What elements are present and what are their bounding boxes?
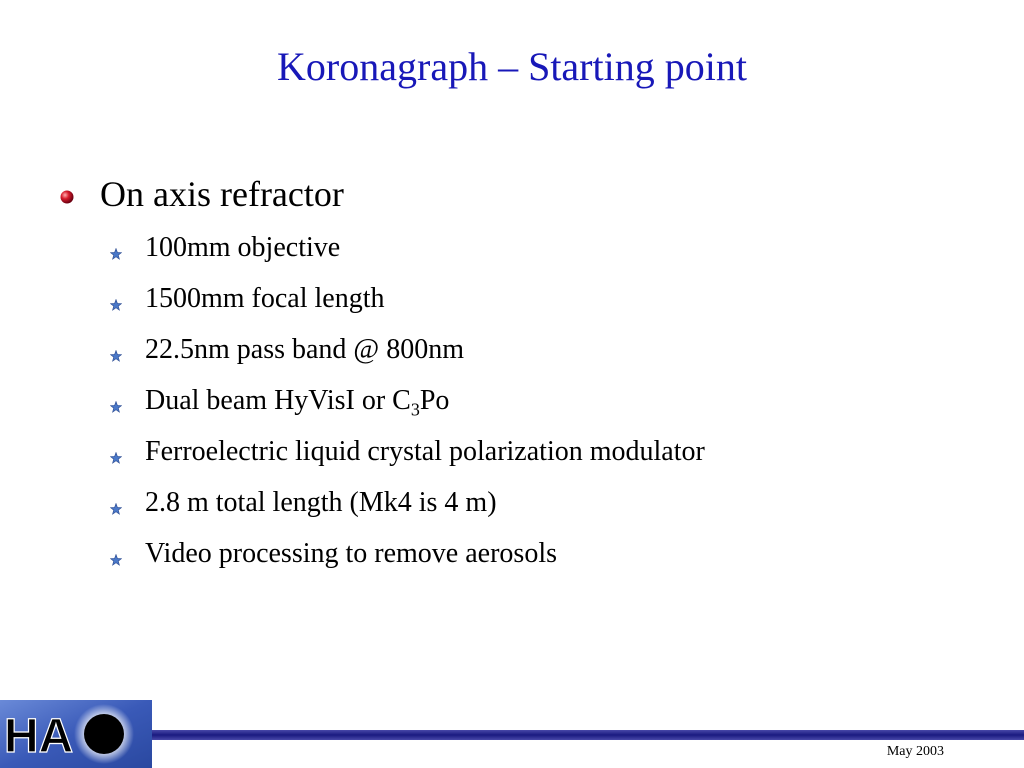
sub-bullet-text: 2.8 m total length (Mk4 is 4 m)	[145, 487, 497, 518]
logo-text: HA	[4, 710, 74, 763]
star-bullet-icon	[110, 452, 122, 464]
sub-bullet-text: 1500mm focal length	[145, 283, 385, 314]
sub-bullet-list	[110, 226, 705, 583]
star-bullet-icon	[110, 554, 122, 566]
star-bullet-icon	[110, 401, 122, 413]
sub-bullet-text-before: Dual beam HyVisI or C	[145, 385, 411, 416]
red-sphere-bullet-icon	[60, 190, 74, 204]
sub-bullet-text	[145, 379, 449, 423]
star-bullet-icon	[110, 248, 122, 260]
star-bullet-icon	[110, 350, 122, 362]
sub-bullet-text: 100mm objective	[145, 232, 341, 263]
subscript: 3	[410, 399, 420, 420]
star-bullet-icon	[110, 299, 122, 311]
footer-date: May 2003	[886, 744, 944, 759]
sub-bullet-item	[110, 226, 705, 277]
sub-bullet-text: 22.5nm pass band @ 800nm	[145, 334, 464, 365]
sub-bullet-item	[110, 430, 705, 481]
sub-bullet-item	[110, 379, 705, 430]
sub-bullet-text: Video processing to remove aerosols	[145, 538, 557, 569]
footer-divider	[152, 730, 1024, 740]
main-bullet-text: On axis refractor	[100, 174, 344, 214]
hao-logo	[0, 700, 152, 768]
main-bullet-item	[60, 172, 344, 216]
star-bullet-icon	[110, 503, 122, 515]
slide-title: Koronagraph – Starting point	[277, 44, 747, 89]
sub-bullet-item	[110, 532, 705, 583]
sub-bullet-item	[110, 277, 705, 328]
sub-bullet-item	[110, 481, 705, 532]
sub-bullet-text-after: Po	[419, 385, 450, 416]
sub-bullet-item	[110, 328, 705, 379]
sub-bullet-text: Ferroelectric liquid crystal polarization modulator	[145, 436, 705, 467]
